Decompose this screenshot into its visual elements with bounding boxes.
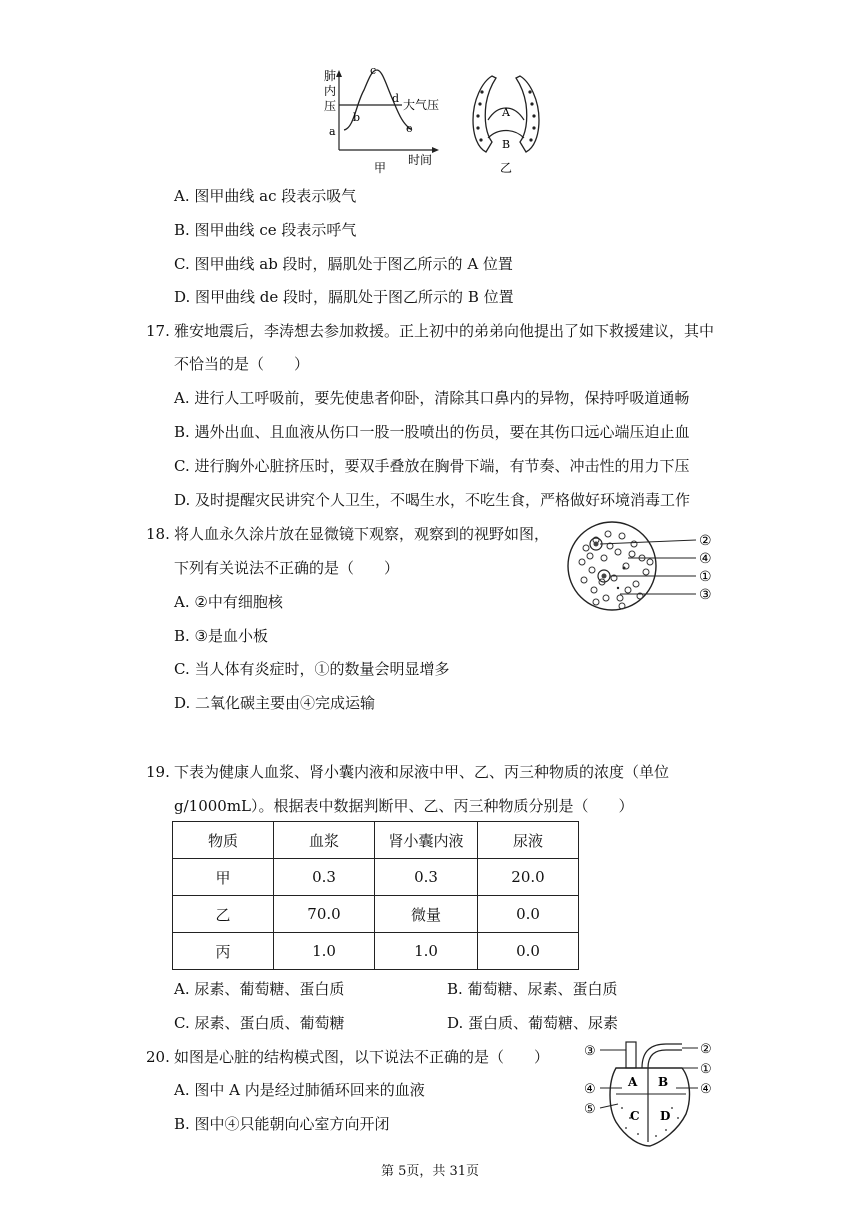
fig16-ylabel-2: 内	[324, 84, 337, 98]
table-cell: 0.0	[478, 896, 579, 933]
q17-option-a: A. 进行人工呼吸前，要先使患者仰卧，清除其口鼻内的异物，保持呼吸道通畅	[174, 389, 690, 407]
q17-option-b: B. 遇外出血、且血液从伤口一股一股喷出的伤员，要在其伤口远心端压迫止血	[174, 423, 690, 441]
table-cell: 0.0	[478, 933, 579, 970]
table-cell: 乙	[173, 896, 274, 933]
table-cell: 1.0	[375, 933, 478, 970]
page-footer: 第 5页，共 31页	[380, 1164, 480, 1179]
fig16-atm-label: 大气压	[403, 98, 440, 112]
q17-stem-1: 雅安地震后，李涛想去参加救援。正上初中的弟弟向他提出了如下救援建议，其中	[174, 322, 715, 340]
fig20-label-5: ⑤	[584, 1102, 596, 1117]
fig16-point-d: d	[392, 92, 400, 105]
fig20-label-4-right: ④	[700, 1082, 712, 1097]
figure-16	[320, 64, 550, 176]
fig16-ylabel-1: 肺	[324, 69, 337, 83]
fig20-label-4-left: ④	[584, 1082, 596, 1097]
table-header-cell: 肾小囊内液	[375, 822, 478, 859]
q20-option-b: B. 图中④只能朝向心室方向开闭	[174, 1115, 390, 1133]
q19-table	[172, 821, 579, 970]
table-row	[173, 896, 579, 933]
fig16-point-b: b	[353, 111, 361, 124]
q17-number: 17.	[146, 322, 170, 340]
table-header-row	[173, 822, 579, 859]
q18-option-c: C. 当人体有炎症时，①的数量会明显增多	[174, 660, 450, 678]
table-row	[173, 933, 579, 970]
table-cell: 20.0	[478, 859, 579, 896]
q18-stem-1: 将人血永久涂片放在显微镜下观察，观察到的视野如图，	[174, 525, 550, 543]
q18-option-b: B. ③是血小板	[174, 627, 269, 645]
q19-option-d: D. 蛋白质、葡萄糖、尿素	[447, 1014, 619, 1032]
table-cell: 丙	[173, 933, 274, 970]
q19-stem-1: 下表为健康人血浆、肾小囊内液和尿液中甲、乙、丙三种物质的浓度（单位	[174, 763, 670, 781]
q18-option-d: D. 二氧化碳主要由④完成运输	[174, 694, 376, 712]
q17-option-d: D. 及时提醒灾民讲究个人卫生，不喝生水，不吃生食，严格做好环境消毒工作	[174, 491, 691, 509]
q19-option-c: C. 尿素、蛋白质、葡萄糖	[174, 1014, 345, 1032]
fig20-chamber-D: D	[660, 1109, 671, 1123]
fig18-label-2: ②	[699, 533, 712, 549]
table-cell: 1.0	[274, 933, 375, 970]
table-row	[173, 859, 579, 896]
fig18-label-3: ③	[699, 587, 712, 603]
fig18-label-1: ①	[699, 569, 712, 585]
table-cell: 微量	[375, 896, 478, 933]
q16-option-a: A. 图甲曲线 ac 段表示吸气	[174, 187, 357, 205]
q19-number: 19.	[146, 763, 170, 781]
table-cell: 0.3	[274, 859, 375, 896]
table-header-cell: 尿液	[478, 822, 579, 859]
q17-stem-2: 不恰当的是（ ）	[174, 355, 310, 373]
fig16-ylabel-3: 压	[324, 99, 337, 113]
fig20-label-2: ②	[700, 1042, 712, 1057]
q18-number: 18.	[146, 525, 170, 543]
q19-option-b: B. 葡萄糖、尿素、蛋白质	[447, 980, 618, 998]
fig16-caption-left: 甲	[374, 161, 387, 175]
fig16-point-e: e	[406, 122, 413, 135]
table-cell: 甲	[173, 859, 274, 896]
fig20-label-3: ③	[584, 1044, 596, 1059]
table-header-cell: 物质	[173, 822, 274, 859]
q18-option-a: A. ②中有细胞核	[174, 593, 283, 611]
figure-18-blood-smear	[566, 518, 716, 618]
fig18-label-4: ④	[699, 551, 712, 567]
fig20-label-1: ①	[700, 1062, 712, 1077]
fig20-chamber-A: A	[628, 1075, 638, 1089]
q16-option-d: D. 图甲曲线 de 段时，膈肌处于图乙所示的 B 位置	[174, 288, 514, 306]
fig16-point-a: a	[329, 125, 336, 138]
q20-number: 20.	[146, 1048, 170, 1066]
q18-stem-2: 下列有关说法不正确的是（ ）	[174, 559, 400, 577]
figure-20-heart	[582, 1038, 718, 1150]
table-header-cell: 血浆	[274, 822, 375, 859]
q19-option-a: A. 尿素、葡萄糖、蛋白质	[174, 980, 345, 998]
q20-option-a: A. 图中 A 内是经过肺循环回来的血液	[174, 1081, 425, 1099]
table-cell: 0.3	[375, 859, 478, 896]
q20-stem-1: 如图是心脏的结构模式图，以下说法不正确的是（ ）	[174, 1048, 550, 1066]
fig16-lung-A: A	[502, 106, 510, 119]
fig20-chamber-C: C	[630, 1109, 640, 1123]
fig16-xlabel: 时间	[408, 153, 433, 167]
q17-option-c: C. 进行胸外心脏挤压时，要双手叠放在胸骨下端，有节奏、冲击性的用力下压	[174, 457, 690, 475]
q16-option-b: B. 图甲曲线 ce 段表示呼气	[174, 221, 357, 239]
q16-option-c: C. 图甲曲线 ab 段时，膈肌处于图乙所示的 A 位置	[174, 255, 513, 273]
fig20-chamber-B: B	[658, 1075, 669, 1089]
fig16-point-c: c	[370, 64, 377, 77]
table-cell: 70.0	[274, 896, 375, 933]
fig16-caption-right: 乙	[500, 161, 513, 175]
q19-stem-2: g/1000mL）。根据表中数据判断甲、乙、丙三种物质分别是（ ）	[174, 797, 634, 815]
fig16-lung-B: B	[502, 138, 511, 151]
